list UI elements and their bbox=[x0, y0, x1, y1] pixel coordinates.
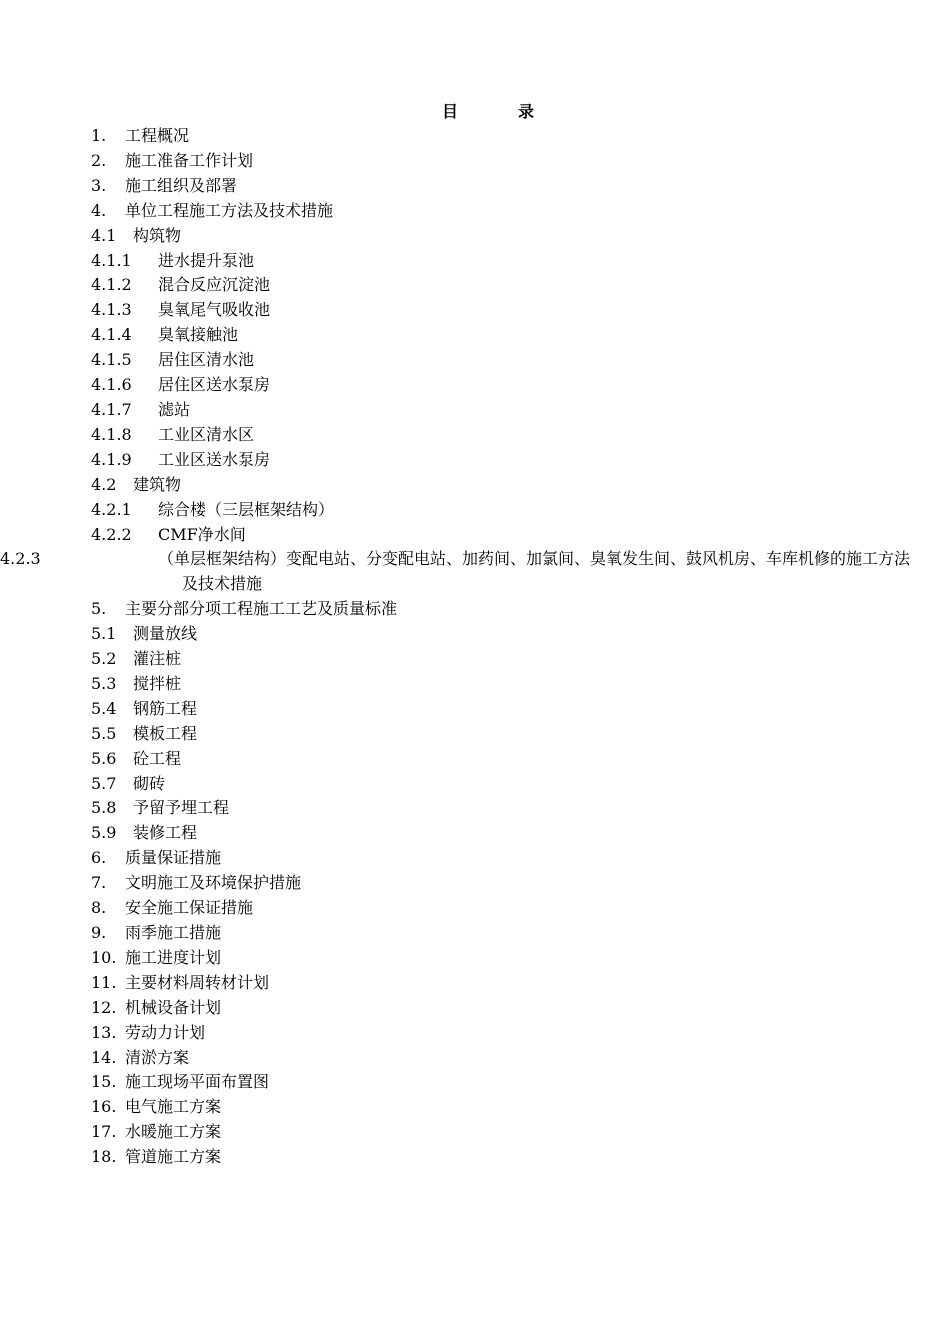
toc-entry-text: 钢筋工程 bbox=[133, 698, 198, 718]
toc-entry-text: 雨季施工措施 bbox=[125, 923, 222, 942]
toc-entry-text: 建筑物 bbox=[133, 474, 182, 494]
toc-entry-number: 4.2 bbox=[91, 474, 117, 494]
toc-entry-number: 7. bbox=[91, 873, 107, 893]
toc-entry bbox=[91, 523, 911, 548]
toc-entry-text: 施工进度计划 bbox=[125, 947, 222, 967]
toc-entry bbox=[91, 846, 911, 871]
toc-entry bbox=[91, 622, 911, 647]
toc-entry-text: 砌砖 bbox=[133, 773, 166, 793]
toc-entry-number: 5.8 bbox=[91, 798, 117, 818]
toc-entry bbox=[91, 996, 911, 1021]
toc-entry-text: 工业区清水区 bbox=[158, 424, 255, 444]
toc-entry bbox=[91, 1120, 911, 1145]
toc-entry bbox=[91, 348, 911, 373]
toc-entry bbox=[91, 473, 911, 498]
toc-entry-number: 8. bbox=[91, 898, 107, 918]
toc-entry-number: 5.6 bbox=[91, 748, 117, 768]
toc-entry-text: 搅拌桩 bbox=[133, 673, 182, 693]
toc-entry-number: 4.2.1 bbox=[91, 499, 132, 519]
toc-entry-text: 混合反应沉淀池 bbox=[158, 275, 271, 295]
toc-entry-number: 16. bbox=[91, 1097, 117, 1117]
toc-entry-number: 5.4 bbox=[91, 698, 117, 718]
toc-entry bbox=[91, 946, 911, 971]
toc-entry bbox=[91, 199, 911, 224]
toc-entry-text: 管道施工方案 bbox=[125, 1147, 222, 1167]
toc-entry-number: 4.1.6 bbox=[91, 375, 132, 395]
toc-entry bbox=[91, 498, 911, 523]
toc-entry-text: 居住区送水泵房 bbox=[158, 375, 271, 395]
toc-entry-text: 施工准备工作计划 bbox=[125, 150, 254, 170]
toc-entry bbox=[91, 821, 911, 846]
toc-entry bbox=[91, 249, 911, 274]
toc-entry bbox=[91, 298, 911, 323]
toc-entry-number: 6. bbox=[91, 848, 107, 868]
toc-entry bbox=[91, 722, 911, 747]
toc-entry-text: 文明施工及环境保护措施 bbox=[125, 873, 302, 893]
toc-entry-number: 4.1.7 bbox=[91, 399, 132, 419]
toc-entry-text: 综合楼（三层框架结构） bbox=[158, 499, 335, 519]
toc-entry-text: CMF净水间 bbox=[158, 524, 246, 544]
toc-entry bbox=[91, 124, 911, 149]
toc-entry-text: 质量保证措施 bbox=[125, 848, 222, 868]
toc-entry-text: （单层框架结构）变配电站、分变配电站、加药间、加氯间、臭氧发生间、鼓风机房、车库机修的施工方法及技术措施 bbox=[158, 549, 911, 594]
toc-entry-text: 安全施工保证措施 bbox=[125, 898, 254, 918]
toc-entry-number: 4.1.9 bbox=[91, 449, 132, 469]
toc-entry-number: 4.1.5 bbox=[91, 350, 132, 370]
toc-entry-number: 5.9 bbox=[91, 823, 117, 843]
toc-entry-number: 3. bbox=[91, 175, 107, 195]
toc-entry-text: 滤站 bbox=[158, 399, 191, 419]
toc-entry-number: 4.2.2 bbox=[91, 524, 132, 544]
toc-entry bbox=[91, 697, 911, 722]
toc-entry-number: 12. bbox=[91, 997, 117, 1017]
toc-entry-number: 5.5 bbox=[91, 723, 117, 743]
toc-entry bbox=[91, 921, 911, 946]
toc-entry-text: 臭氧尾气吸收池 bbox=[158, 300, 271, 320]
toc-entry bbox=[91, 1046, 911, 1071]
toc-entry-text: 施工组织及部署 bbox=[125, 175, 238, 195]
toc-entry-number: 4.2.3 bbox=[0, 549, 41, 569]
toc-entry bbox=[91, 647, 911, 672]
toc-entry-number: 4.1.1 bbox=[91, 250, 132, 270]
toc-entry-number: 9. bbox=[91, 923, 107, 942]
toc-entry-number: 18. bbox=[91, 1147, 117, 1167]
toc-entry-number: 13. bbox=[91, 1022, 117, 1042]
toc-entry-number: 4.1.3 bbox=[91, 300, 132, 320]
toc-entry bbox=[91, 423, 911, 448]
toc-entry bbox=[91, 1095, 911, 1120]
toc-entry bbox=[91, 398, 911, 423]
toc-entry-number: 4. bbox=[91, 200, 107, 220]
toc-entry-text: 臭氧接触池 bbox=[158, 325, 239, 345]
toc-entry-number: 17. bbox=[91, 1122, 117, 1142]
toc-entry bbox=[91, 224, 911, 249]
toc-entry-text: 灌注桩 bbox=[133, 649, 182, 669]
toc-entry-number: 14. bbox=[91, 1047, 117, 1067]
toc-entry-text: 主要分部分项工程施工工艺及质量标准 bbox=[125, 599, 398, 619]
toc-entry-text: 居住区清水池 bbox=[158, 350, 255, 370]
toc-list bbox=[0, 124, 911, 1170]
toc-entry-number: 1. bbox=[91, 126, 107, 145]
toc-entry-text: 构筑物 bbox=[133, 225, 182, 245]
toc-entry-text: 单位工程施工方法及技术措施 bbox=[125, 200, 334, 220]
toc-entry-text: 工业区送水泵房 bbox=[158, 449, 271, 469]
toc-entry bbox=[91, 149, 911, 174]
toc-entry bbox=[91, 174, 911, 199]
toc-entry-number: 4.1.4 bbox=[91, 325, 132, 345]
toc-entry-text: 装修工程 bbox=[133, 823, 198, 843]
toc-entry-number: 5.1 bbox=[91, 624, 117, 644]
toc-entry-text: 机械设备计划 bbox=[125, 997, 222, 1017]
toc-entry-text: 进水提升泵池 bbox=[158, 250, 255, 270]
toc-entry bbox=[91, 1021, 911, 1046]
toc-entry-text: 劳动力计划 bbox=[125, 1022, 206, 1042]
toc-entry-number: 10. bbox=[91, 947, 117, 967]
toc-entry-number: 15. bbox=[91, 1072, 117, 1092]
toc-entry-number: 5.3 bbox=[91, 673, 117, 693]
toc-entry-text: 予留予埋工程 bbox=[133, 798, 230, 818]
toc-entry-number: 5. bbox=[91, 599, 107, 619]
toc-entry bbox=[91, 448, 911, 473]
toc-entry bbox=[91, 1145, 911, 1170]
toc-entry-number: 5.2 bbox=[91, 649, 117, 669]
toc-entry bbox=[91, 796, 911, 821]
toc-entry-text: 清淤方案 bbox=[125, 1047, 190, 1067]
toc-entry bbox=[91, 597, 911, 622]
toc-entry bbox=[91, 273, 911, 298]
toc-entry bbox=[0, 547, 911, 597]
toc-entry-text: 水暖施工方案 bbox=[125, 1122, 222, 1142]
toc-title: 目 录 bbox=[441, 102, 556, 121]
toc-entry bbox=[91, 747, 911, 772]
toc-entry-text: 施工现场平面布置图 bbox=[125, 1072, 270, 1092]
toc-entry bbox=[91, 772, 911, 797]
toc-entry-text: 主要材料周转材计划 bbox=[125, 972, 270, 992]
toc-entry-text: 电气施工方案 bbox=[125, 1097, 222, 1117]
toc-entry bbox=[91, 896, 911, 921]
toc-entry-text: 测量放线 bbox=[133, 624, 198, 644]
toc-entry-text: 工程概况 bbox=[125, 126, 190, 145]
toc-entry-number: 4.1.8 bbox=[91, 424, 132, 444]
toc-entry-number: 4.1.2 bbox=[91, 275, 132, 295]
toc-entry-number: 5.7 bbox=[91, 773, 117, 793]
toc-entry-number: 2. bbox=[91, 150, 107, 170]
toc-entry bbox=[91, 323, 911, 348]
toc-entry bbox=[91, 672, 911, 697]
toc-entry bbox=[91, 871, 911, 896]
toc-entry bbox=[91, 1070, 911, 1095]
toc-entry-number: 4.1 bbox=[91, 225, 117, 245]
toc-entry bbox=[91, 373, 911, 398]
toc-entry-text: 模板工程 bbox=[133, 723, 198, 743]
toc-entry bbox=[91, 971, 911, 996]
toc-entry-text: 砼工程 bbox=[133, 748, 182, 768]
toc-entry-number: 11. bbox=[91, 972, 117, 992]
